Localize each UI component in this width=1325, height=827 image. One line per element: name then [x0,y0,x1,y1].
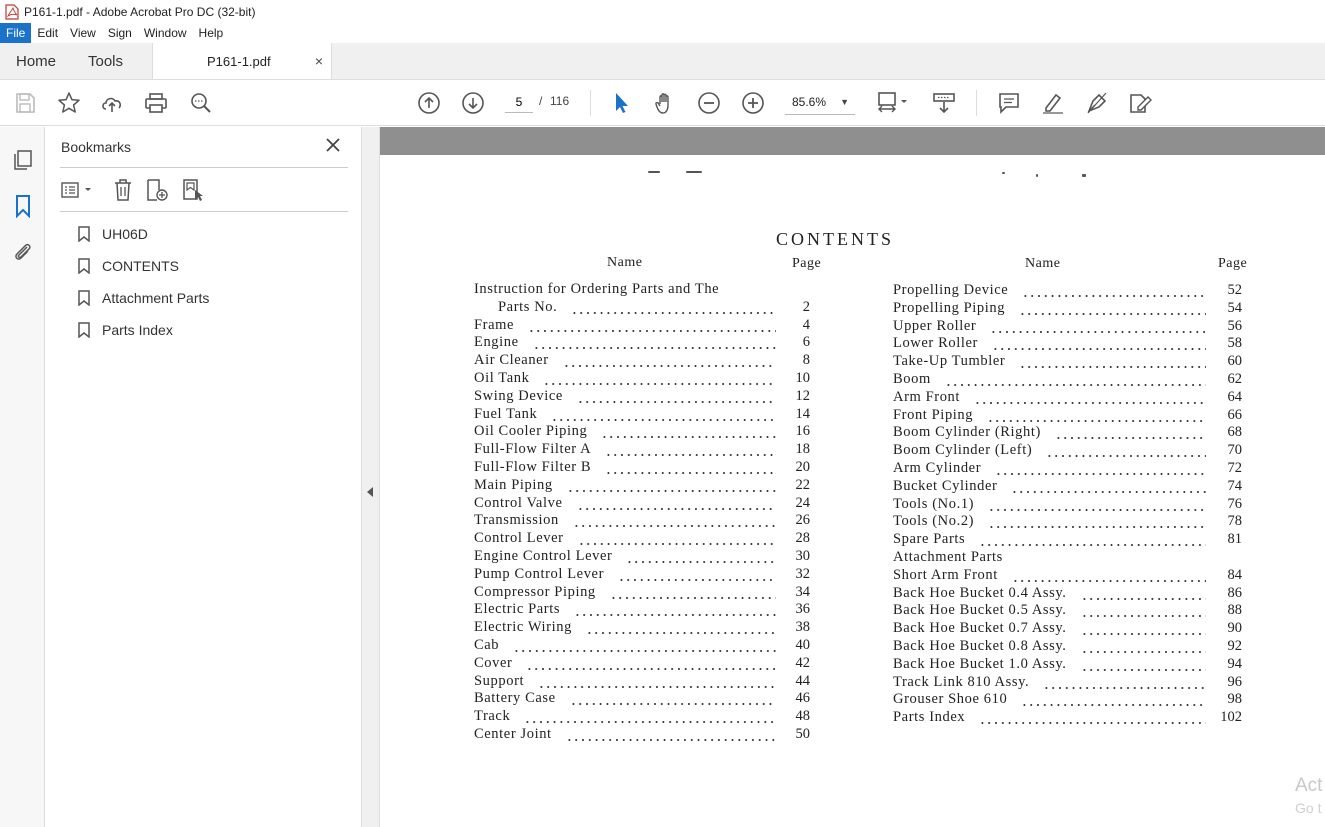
close-panel-icon[interactable] [325,137,341,153]
tab-document-label: P161-1.pdf [207,54,271,69]
toc-leader-dots [987,420,1206,422]
toc-leader-dots [995,473,1206,475]
toc-entry-name: Support [474,672,525,689]
toc-leader-dots [1081,669,1206,671]
toc-leader-dots [1055,437,1206,439]
toc-entry-name: Boom [893,371,931,387]
toc-entry-page: 58 [1227,335,1242,352]
toc-entry-name: Attachment Parts [893,549,1003,565]
toc-leader-dots [524,721,776,723]
toc-entry-name: Electric Wiring [474,619,572,636]
window-title: P161-1.pdf - Adobe Acrobat Pro DC (32-bit) [24,4,256,19]
page-gap-band [380,127,1325,155]
toc-entry-name: Control Lever [474,530,564,547]
toc-leader-dots [538,686,776,688]
comment-icon[interactable] [997,91,1021,115]
toc-entry-page: 81 [1227,531,1242,548]
menu-file[interactable]: File [0,23,31,43]
menu-help[interactable]: Help [198,26,224,40]
toc-entry-page: 54 [1227,299,1242,316]
right-page-header: Page [1218,256,1248,271]
toc-entry-name: Boom Cylinder (Right) [893,424,1041,441]
toc-entry-page: 68 [1227,424,1242,441]
left-name-header: Name [607,255,643,270]
page-fit-icon[interactable] [876,91,912,115]
toc-leader-dots [551,419,776,421]
toc-entry-page: 96 [1227,673,1242,690]
toc-entry-name: Back Hoe Bucket 0.8 Assy. [893,638,1067,654]
toc-entry-page: 76 [1227,495,1242,512]
toc-leader-dots [577,508,777,510]
toolbar-divider [976,90,977,116]
toc-entry-name: Front Piping [893,406,974,423]
toc-entry-page: 88 [1227,602,1242,619]
toc-entry-name: Spare Parts [893,531,966,548]
zoom-out-icon[interactable] [697,91,721,115]
toc-entry-name: Swing Device [474,387,563,404]
toc-entry-name: Parts No. [498,298,558,315]
toc-entry-name: Grouser Shoe 610 [893,691,1008,708]
toc-leader-dots [610,597,776,599]
main-toolbar [0,80,1325,126]
total-pages: 116 [550,94,570,108]
draw-tool-icon[interactable] [1085,91,1109,115]
toc-entry-name: Back Hoe Bucket 0.4 Assy. [893,584,1067,601]
toc-leader-dots [1011,491,1206,493]
toc-entry-page: 92 [1227,638,1242,654]
toc-leader-dots [1012,580,1206,582]
bookmarks-panel [45,127,362,827]
toc-leader-dots [1081,633,1206,635]
contents-heading: CONTENTS [776,229,894,249]
new-bookmark-icon[interactable] [145,178,169,202]
toc-entry-page: 20 [795,459,810,475]
toc-entry-page: 74 [1227,477,1242,494]
toc-leader-dots [563,365,776,367]
toc-entry-name: Electric Parts [474,601,561,618]
toc-entry-name: Cab [474,637,500,653]
bookmark-label: CONTENTS [102,258,179,274]
toc-entry-page: 72 [1227,460,1242,476]
toc-entry-name: Frame [474,316,515,333]
toc-entry-name: Battery Case [474,690,556,707]
divider [60,167,348,168]
toc-entry-page: 70 [1227,442,1242,459]
bookmark-panel-icon[interactable] [11,194,35,218]
toc-entry-name: Short Arm Front [893,566,998,583]
toc-entry-page: 16 [795,423,810,440]
toc-entry-name: Tools (No.1) [893,495,975,512]
attachment-paperclip-icon[interactable] [11,240,35,264]
toc-entry-name: Back Hoe Bucket 1.0 Assy. [893,655,1067,672]
search-icon[interactable] [189,91,213,115]
toc-entry-name: Full-Flow Filter A [474,441,592,458]
toc-leader-dots [605,454,776,456]
toc-leader-dots [1019,313,1206,315]
scan-speck [1002,172,1005,174]
toc-leader-dots [626,561,776,563]
toc-entry-page: 34 [795,583,810,600]
zoom-in-icon[interactable] [741,91,765,115]
toc-entry-name: Main Piping [474,476,553,493]
bookmark-icon [78,258,90,274]
menu-bar [0,23,1325,43]
bookmark-icon [78,226,90,242]
menu-view[interactable]: View [70,26,96,40]
bookmark-icon [78,322,90,338]
toc-entry-page: 64 [1227,388,1242,405]
toc-leader-dots [1019,366,1206,368]
toc-entry-name: Arm Cylinder [893,460,982,476]
bookmark-label: Attachment Parts [102,290,210,306]
toc-entry-page: 52 [1227,282,1242,298]
toc-leader-dots [1081,651,1206,653]
toc-entry-page: 86 [1227,584,1242,601]
tab-document[interactable] [152,43,332,79]
toc-entry-page: 38 [795,619,810,636]
zoom-value: 85.6% [792,95,827,109]
toc-entry-page: 2 [802,298,810,315]
page-thumbnails-icon[interactable] [11,148,35,172]
toc-leader-dots [577,401,776,403]
toc-leader-dots [526,668,776,670]
toc-entry-page: 98 [1227,691,1242,708]
bookmark-item[interactable] [78,256,179,276]
toc-entry-page: 36 [795,601,810,618]
delete-bookmark-icon[interactable] [111,178,135,202]
toc-entry-page: 46 [795,690,810,707]
collapse-arrow-icon [367,487,373,497]
toc-leader-dots [1022,295,1206,297]
toc-entry-name: Cover [474,654,513,671]
toc-entry-name: Track [474,708,511,725]
toc-leader-dots [570,703,776,705]
bookmark-icon [78,290,90,306]
toc-entry-page: 102 [1220,709,1242,726]
bookmark-label: UH06D [102,226,148,242]
toc-entry-name: Engine [474,334,519,351]
previous-page-icon[interactable] [417,91,441,115]
toc-leader-dots [571,312,776,314]
toc-entry-name: Back Hoe Bucket 0.7 Assy. [893,620,1067,637]
toc-entry-name: Take-Up Tumbler [893,353,1006,370]
scan-speck [686,171,702,173]
toc-entry-name: Boom Cylinder (Left) [893,442,1033,459]
toc-entry-name: Control Valve [474,494,563,511]
menu-sign[interactable]: Sign [107,26,132,40]
toc-entry-page: 6 [802,334,810,351]
toc-entry-name: Compressor Piping [474,583,596,600]
title-bar [0,0,1325,23]
options-menu-icon[interactable] [60,178,96,202]
toc-entry-page: 30 [795,548,810,564]
toc-leader-dots [605,472,776,474]
hand-tool-icon[interactable] [653,91,677,115]
toc-leader-dots [574,614,776,616]
toc-entry-name: Air Cleaner [474,352,549,369]
bookmark-item[interactable] [78,224,148,244]
toc-entry-name: Full-Flow Filter B [474,459,592,475]
toolbar-divider [590,90,591,116]
fill-sign-icon[interactable] [1128,91,1152,115]
bookmarks-title: Bookmarks [61,139,132,155]
toc-entry-page: 94 [1227,655,1242,672]
toc-entry-page: 66 [1227,406,1242,423]
toc-entry-page: 48 [795,708,810,725]
toc-leader-dots [992,348,1206,350]
toc-entry-name: Center Joint [474,726,552,742]
acrobat-app-icon [5,4,19,20]
bookmark-from-structure-icon[interactable] [181,178,205,202]
highlight-pen-icon[interactable] [1041,91,1065,115]
activation-watermark: Act [1295,775,1323,796]
toc-entry-page: 18 [795,441,810,458]
toc-leader-dots [618,579,776,581]
toc-leader-dots [945,384,1206,386]
tab-bar [0,43,1325,80]
page-number-input[interactable] [505,91,533,113]
toc-entry-page: 62 [1227,371,1242,387]
toc-entry-name: Arm Front [893,388,961,405]
toc-entry-page: 14 [795,405,810,422]
toc-leader-dots [513,650,776,652]
toc-leader-dots [990,331,1206,333]
page-separator: / [539,94,543,108]
toc-entry-name: Propelling Device [893,282,1009,298]
left-page-header: Page [792,256,822,271]
select-arrow-icon[interactable] [609,91,633,115]
bookmark-label: Parts Index [102,322,173,338]
toc-entry-page: 90 [1227,620,1242,637]
toc-entry-page: 4 [802,316,810,333]
navigation-rail [0,127,45,827]
zoom-dropdown[interactable] [785,91,855,115]
toc-entry-name: Oil Tank [474,370,530,386]
toc-leader-dots [578,543,776,545]
divider [60,211,348,212]
tab-tools[interactable]: Tools [88,53,124,70]
toc-leader-dots [988,509,1206,511]
scroll-mode-icon[interactable] [932,91,956,115]
toc-entry-page: 12 [795,387,810,404]
toc-leader-dots [1081,615,1206,617]
scan-speck [1036,174,1038,177]
toc-entry-name: Oil Cooler Piping [474,423,588,440]
print-icon[interactable] [144,91,168,115]
scan-speck [1082,174,1086,177]
toc-leader-dots [979,722,1206,724]
chevron-down-icon: ▼ [840,97,849,107]
star-icon[interactable] [57,91,81,115]
toc-leader-dots [528,330,776,332]
bookmark-item[interactable] [78,288,209,308]
toc-leader-dots [1021,704,1206,706]
toc-entry-page: 84 [1227,566,1242,583]
toc-entry-name: Upper Roller [893,317,977,334]
toc-leader-dots [1081,598,1206,600]
toc-entry-page: 10 [795,370,810,386]
toc-entry-page: 60 [1227,353,1242,370]
toc-leader-dots [979,544,1206,546]
toc-entry-name: Parts Index [893,709,966,726]
scan-speck [648,171,660,173]
toc-entry-page: 26 [795,512,810,529]
toc-entry-name: Engine Control Lever [474,548,613,564]
toc-entry-name: Track Link 810 Assy. [893,673,1030,690]
toc-entry-name: Propelling Piping [893,299,1006,316]
toc-entry-page: 42 [795,654,810,671]
toc-leader-dots [1043,687,1206,689]
toc-entry-name: Instruction for Ordering Parts and The [474,281,720,297]
right-name-header: Name [1025,256,1061,271]
next-page-icon[interactable] [461,91,485,115]
bookmark-item[interactable] [78,320,173,340]
activation-watermark-subtext: Go t [1295,800,1322,816]
menu-edit[interactable]: Edit [37,26,59,40]
toc-entry-name: Back Hoe Bucket 0.5 Assy. [893,602,1067,619]
toc-entry-page: 22 [795,476,810,493]
toc-leader-dots [566,739,776,741]
toc-leader-dots [573,525,776,527]
toc-entry-name: Tools (No.2) [893,513,975,530]
toc-leader-dots [533,347,776,349]
document-view[interactable] [380,127,1325,827]
toc-entry-name: Pump Control Lever [474,565,605,582]
close-tab-icon[interactable]: × [314,53,323,69]
toc-leader-dots [988,526,1206,528]
toc-leader-dots [543,383,776,385]
toc-entry-name: Bucket Cylinder [893,477,998,494]
toc-leader-dots [1046,455,1206,457]
toc-entry-name: Lower Roller [893,335,978,352]
toc-leader-dots [974,402,1206,404]
toc-entry-page: 56 [1227,317,1242,334]
toc-entry-page: 32 [795,565,810,582]
toc-entry-name: Fuel Tank [474,405,538,422]
toc-leader-dots [567,490,776,492]
toc-leader-dots [586,632,776,634]
panel-collapse-handle[interactable] [362,127,380,827]
toc-entry-page: 44 [795,672,810,689]
toc-entry-page: 40 [795,637,810,653]
toc-entry-page: 78 [1227,513,1242,530]
toc-leader-dots [601,436,776,438]
save-icon[interactable] [13,91,37,115]
toc-entry-page: 28 [795,530,810,547]
menu-window[interactable]: Window [143,26,187,40]
toc-entry-name: Transmission [474,512,559,529]
toc-entry-page: 8 [802,352,810,369]
tab-home[interactable]: Home [16,53,57,70]
cloud-upload-icon[interactable] [100,91,124,115]
toc-entry-page: 50 [795,726,810,742]
toc-entry-page: 24 [795,494,810,511]
